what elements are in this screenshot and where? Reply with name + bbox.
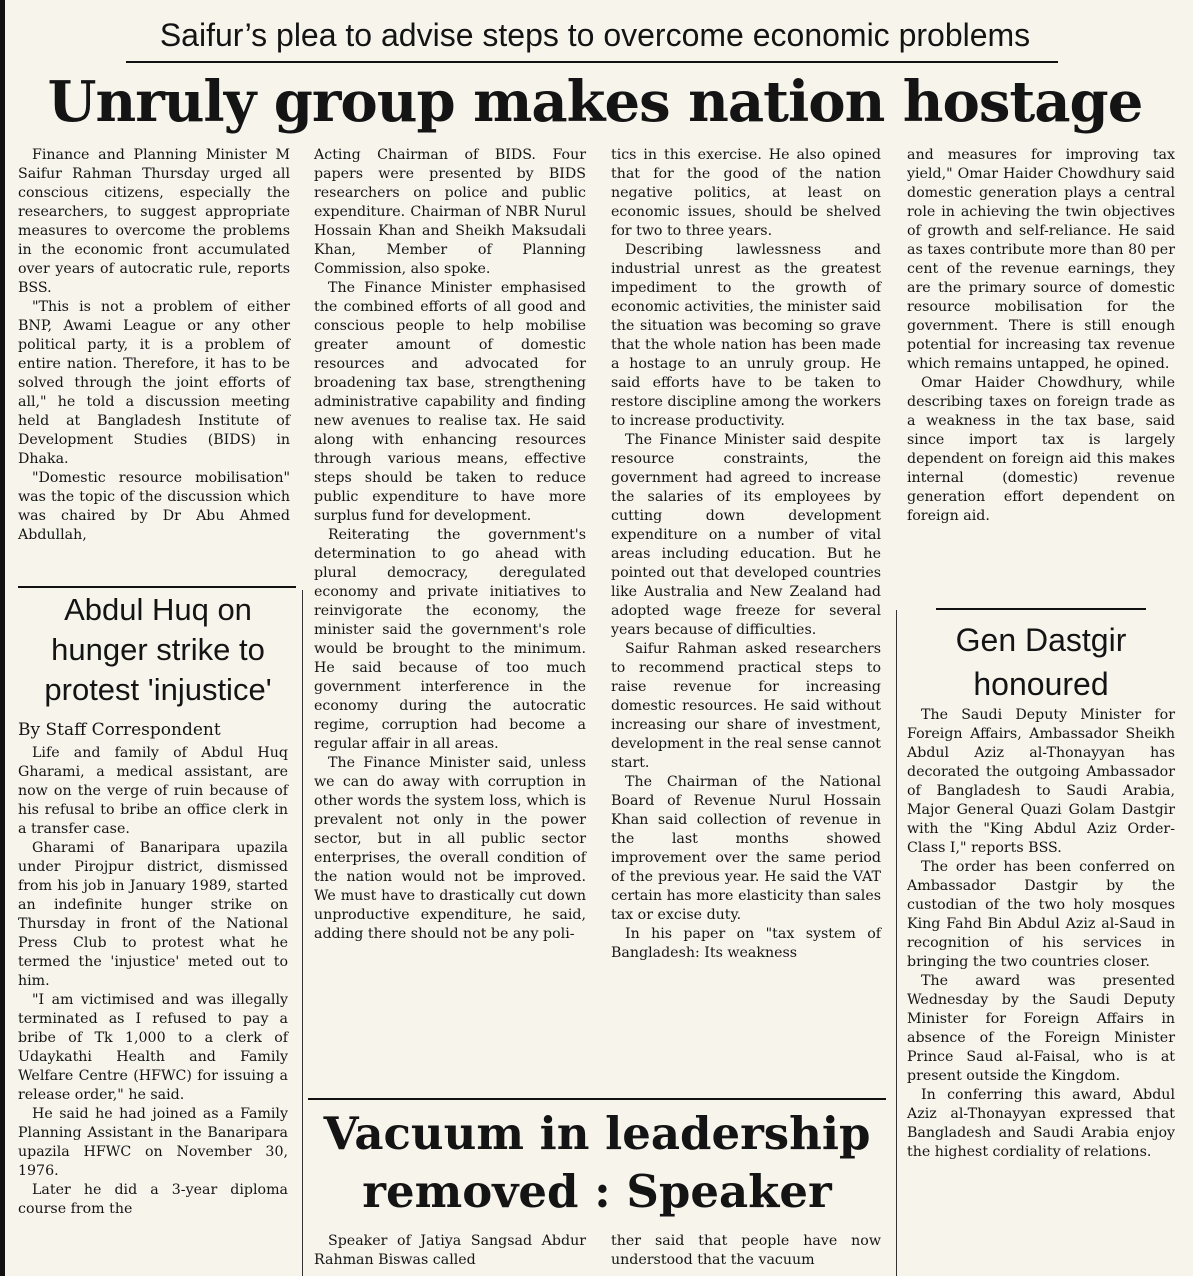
main-story-column-3 xyxy=(611,146,881,963)
paragraph: The Finance Minister said despite resource constraints, the government had agreed to increase the salaries of its employees by cutting down development expenditure on a number of vital areas including education. But he pointed out that developed countries like Australia and New Zealand had adopted wage freeze for several years because of difficulties. xyxy=(611,432,881,638)
huq-story-headline: Abdul Huq on hunger strike to protest 'injustice' xyxy=(44,592,272,707)
paragraph: "Domestic resource mobilisation" was the topic of the discussion which was chaired by Dr Abu Ahmed Abdullah, xyxy=(18,470,290,543)
paragraph: The Finance Minister said, unless we can do away with corruption in other words the system loss, which is prevalent not only in the power sector, but in all public sector enterprises, the overall condition of the nation would not be improved. We must have to drastically cut down unproductive expenditure, he said, adding there should not be any poli- xyxy=(314,755,586,942)
section-divider xyxy=(936,608,1146,610)
column-rule xyxy=(302,590,303,1276)
column-rule xyxy=(896,610,897,1276)
paragraph: The award was presented Wednesday by the Saudi Deputy Minister for Foreign Affairs in absence of the Foreign Minister Prince Saud al-Faisal, who is at present outside the Kingdom. xyxy=(907,973,1175,1084)
paragraph: He said he had joined as a Family Planning Assistant in the Banaripara upazila HFWC on November 30, 1976. xyxy=(18,1106,288,1179)
paragraph: Finance and Planning Minister M Saifur Rahman Thursday urged all conscious citizens, especially the researchers, to suggest appropriate measures to overcome the problems in the economic front accumulated over years of autocratic rule, reports BSS. xyxy=(18,147,290,296)
kicker-rule xyxy=(126,61,1058,63)
paragraph: Reiterating the government's determination to go ahead with plural democracy, deregulated economy and private initiatives to reinvigorate the economy, the minister said the government's role would be brought to the minimum. He said because of too much government interference in the economy during the autocratic regime, corruption had become a regular affair in all areas. xyxy=(314,527,586,752)
paragraph: "This is not a problem of either BNP, Awami League or any other political party, it is a problem of entire nation. Therefore, it has to be solved through the joint efforts of all," he told a discussion meeting held at Bangladesh Institute of Development Studies (BIDS) in Dhaka. xyxy=(18,299,290,467)
speaker-story-column-2 xyxy=(611,1232,881,1270)
main-story-column-2 xyxy=(314,146,586,944)
paragraph: In his paper on "tax system of Bangladesh: Its weakness xyxy=(611,926,881,961)
byline: By Staff Correspondent xyxy=(18,720,221,740)
speaker-story-headline-line-1: Vacuum in leadership xyxy=(323,1107,871,1160)
paragraph: The Saudi Deputy Minister for Foreign Affairs, Ambassador Sheikh Abdul Aziz al-Thonayyan has decorated the outgoing Ambassador of Bangladesh to Saudi Arabia, Major General Quazi Golam Dastgir with the "King Abdul Aziz Order- Class I," reports BSS. xyxy=(907,707,1175,856)
section-divider xyxy=(308,1098,886,1100)
paragraph: Speaker of Jatiya Sangsad Abdur Rahman Biswas called xyxy=(314,1233,586,1268)
paragraph: Life and family of Abdul Huq Gharami, a medical assistant, are now on the verge of ruin because of his refusal to bribe an office clerk in a transfer case. xyxy=(18,745,288,837)
paragraph: Describing lawlessness and industrial unrest as the greatest impediment to the growth of economic activities, the minister said the situation was becoming so grave that the whole nation has been made a hostage to an unruly group. He said efforts have to be taken to restore discipline among the workers to increase productivity. xyxy=(611,242,881,429)
kicker-headline: Saifur’s plea to advise steps to overcome economic problems xyxy=(159,17,1031,53)
main-story-column-1 xyxy=(18,146,290,545)
section-divider xyxy=(18,586,296,588)
speaker-story-headline-line-2: removed : Speaker xyxy=(362,1165,832,1218)
paragraph: and measures for improving tax yield," Omar Haider Chowdhury said domestic generation plays a central role in achieving the twin objectives of growth and self-reliance. He said as taxes contribute more than 80 per cent of the revenue earnings, they are the primary source of domestic resource mobilisation for the government. There is still enough potential for increasing tax revenue which remains untapped, he opined. xyxy=(907,147,1175,372)
paragraph: Acting Chairman of BIDS. Four papers were presented by BIDS researchers on police and public expenditure. Chairman of NBR Nurul Hossain Khan and Sheikh Maksudali Khan, Member of Planning Commission, also spoke. xyxy=(314,147,586,277)
paragraph: Saifur Rahman asked researchers to recommend practical steps to raise revenue for increasing domestic resources. He said without increasing our share of investment, development in the real sense cannot start. xyxy=(611,641,881,771)
paragraph: The Chairman of the National Board of Revenue Nurul Hossain Khan said collection of revenue in the last months showed improvement over the same period of the previous year. He said the VAT certain has more elasticity than sales tax or excise duty. xyxy=(611,774,881,923)
paragraph: In conferring this award, Abdul Aziz al-Thonayyan expressed that Bangladesh and Saudi Arabia enjoy the highest cordiality of relations. xyxy=(907,1087,1175,1160)
paragraph: tics in this exercise. He also opined that for the good of the nation negative politics, at least on economic issues, should be shelved for two to three years. xyxy=(611,147,881,239)
paragraph: Gharami of Banaripara upazila under Pirojpur district, dismissed from his job in January 1989, started an indefinite hunger strike on Thursday in front of the National Press Club to protest what he termed the 'injustice' meted out to him. xyxy=(18,840,288,989)
paragraph: The order has been conferred on Ambassador Dastgir by the custodian of the two holy mosques King Fahd Bin Abdul Aziz al-Saud in recognition of his services in bringing the two countries closer. xyxy=(907,859,1175,970)
paragraph: ther said that people have now understood that the vacuum xyxy=(611,1233,881,1268)
speaker-story-column-1 xyxy=(314,1232,586,1270)
main-headline: Unruly group makes nation hostage xyxy=(47,69,1143,135)
dastgir-story-body xyxy=(907,706,1175,1162)
main-story-column-4 xyxy=(907,146,1175,526)
paragraph: The Finance Minister emphasised the combined efforts of all good and conscious people to help mobilise greater amount of domestic resources and advocated for broadening tax base, strengthening administrative capability and finding new avenues to realise tax. He said along with enhancing resources through various means, effective steps should be taken to reduce public expenditure to have more surplus fund for development. xyxy=(314,280,586,524)
paragraph: Later he did a 3-year diploma course from the xyxy=(18,1182,288,1217)
paragraph: Omar Haider Chowdhury, while describing taxes on foreign trade as a weakness in the tax base, said since import tax is largely dependent on foreign aid this makes internal (domestic) revenue generation effort dependent on foreign aid. xyxy=(907,375,1175,524)
dastgir-story-headline: Gen Dastgir honoured xyxy=(955,622,1127,702)
page-left-edge xyxy=(0,0,5,1276)
paragraph: "I am victimised and was illegally terminated as I refused to pay a bribe of Tk 1,000 to a clerk of Udaykathi Health and Family Welfare Centre (HFWC) for issuing a release order," he said. xyxy=(18,992,288,1103)
huq-story-body xyxy=(18,718,288,1219)
